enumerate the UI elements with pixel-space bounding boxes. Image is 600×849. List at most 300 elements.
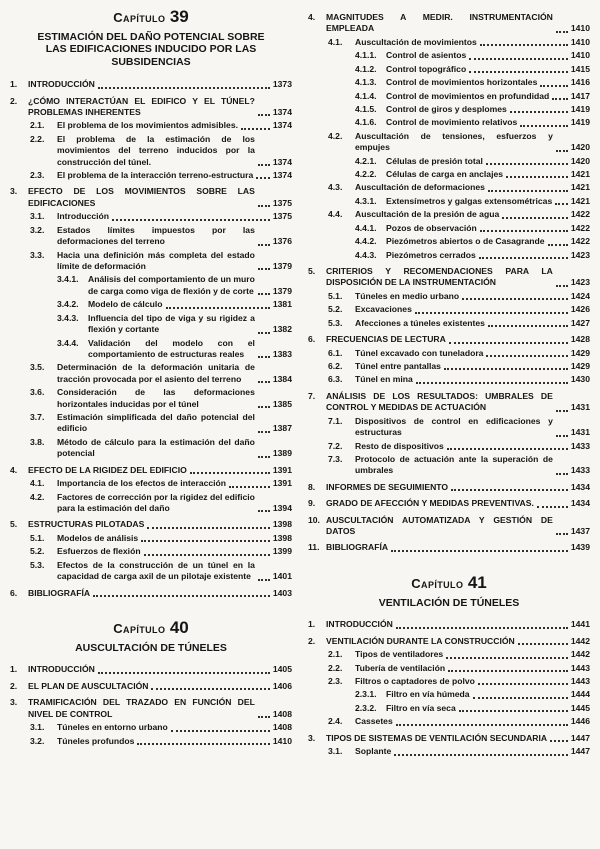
entry-number: 5.2. [328, 304, 343, 315]
dot-leader [258, 205, 270, 207]
chapter-number: 41 [467, 572, 487, 592]
toc-entry [10, 437, 292, 460]
toc-entry [308, 746, 590, 757]
entry-page: 1398 [272, 532, 292, 543]
entry-title: Consideración de las deformaciones horizontales inducidas por el túnel [57, 387, 255, 409]
entry-number: 4.4.3. [355, 249, 377, 260]
entry-page: 1375 [272, 211, 292, 222]
toc-entry [10, 170, 292, 181]
toc-entry [308, 182, 590, 193]
entry-page: 1374 [272, 106, 292, 117]
dot-leader [488, 190, 568, 192]
entry-title: TIPOS DE SISTEMAS DE VENTILACIÓN SECUNDARIA [326, 732, 548, 743]
dot-leader [258, 293, 270, 295]
entry-page: 1408 [272, 722, 292, 733]
toc-entry [308, 348, 590, 359]
entry-title: Filtro en vía húmeda [386, 689, 470, 700]
entry-page: 1433 [570, 440, 590, 451]
dot-leader [258, 356, 270, 358]
entry-title: Control topográfico [386, 63, 467, 74]
entry-title: Modelos de análisis [57, 532, 139, 543]
toc-entry [10, 736, 292, 747]
entry-number: 5.3. [328, 317, 343, 328]
toc-entry [308, 391, 590, 414]
toc-entry [10, 225, 292, 248]
entry-title: El problema de la interacción terreno-estructura [57, 170, 254, 181]
entry-title: Células de presión total [386, 155, 483, 166]
entry-title: Estimación simplificada del daño potencial del edificio [57, 412, 255, 434]
dot-leader [98, 87, 270, 89]
entry-page: 1422 [570, 236, 590, 247]
dot-leader [540, 85, 568, 87]
entry-title: Protocolo de actuación ante la superación de umbrales [355, 453, 553, 476]
entry-title: INTRODUCCIÓN [326, 619, 393, 630]
entry-number: 3.5. [30, 362, 45, 373]
dot-leader [556, 533, 568, 535]
toc-entry [10, 120, 292, 131]
dot-leader [151, 688, 269, 690]
entry-title: Control de giros y desplomes [386, 103, 507, 114]
toc-entry [10, 79, 292, 90]
entry-number: 2.4. [328, 716, 343, 727]
toc-entry [10, 533, 292, 544]
dot-leader [459, 710, 568, 712]
entry-page: 1447 [570, 746, 590, 757]
dot-leader [488, 325, 568, 327]
entry-number: 7.3. [328, 453, 343, 464]
chapter-label [14, 8, 288, 27]
toc-entry [308, 117, 590, 128]
entry-number: 2.2. [30, 133, 45, 144]
toc-entry [10, 211, 292, 222]
entry-number: 7. [308, 390, 316, 401]
entry-page: 1423 [570, 277, 590, 288]
entry-number: 4.4.2. [355, 236, 377, 247]
toc-entry [308, 374, 590, 385]
entry-page: 1374 [272, 120, 292, 131]
dot-leader [520, 125, 568, 127]
dot-leader [537, 506, 568, 508]
toc-entry [308, 454, 590, 477]
toc-entry [308, 37, 590, 48]
entry-page: 1405 [272, 664, 292, 675]
toc-entry [308, 515, 590, 538]
entry-page: 1443 [570, 676, 590, 687]
entry-page: 1420 [570, 155, 590, 166]
entry-number: 2.3.1. [355, 689, 377, 700]
dot-leader [258, 268, 270, 270]
dot-leader [258, 716, 270, 718]
entry-title: INTRODUCCIÓN [28, 79, 95, 90]
entry-title: Tipos de ventiladores [355, 649, 444, 660]
entry-title: Auscultación de deformaciones [355, 182, 485, 193]
dot-leader [396, 627, 568, 629]
toc-entry [10, 96, 292, 119]
entry-number: 4.4. [328, 209, 343, 220]
entry-title: Piezómetros abiertos o de Casagrande [386, 236, 545, 247]
entry-page: 1394 [272, 503, 292, 513]
toc-entry [10, 134, 292, 168]
toc-entry [308, 104, 590, 115]
dot-leader [98, 672, 270, 674]
entry-number: 3.7. [30, 412, 45, 423]
entry-page: 1376 [272, 236, 292, 247]
entry-number: 2.1. [328, 649, 343, 660]
entry-number: 3.4.2. [57, 299, 79, 310]
entry-page: 1375 [272, 197, 292, 208]
dot-leader [486, 163, 568, 165]
entry-page: 1431 [570, 427, 590, 438]
toc-entry [308, 156, 590, 167]
toc-entry [308, 482, 590, 493]
entry-number: 4.2. [30, 491, 45, 502]
entry-title: Esfuerzos de flexión [57, 546, 141, 557]
entry-number: 5. [10, 519, 18, 530]
entry-title: Modelo de cálculo [88, 299, 163, 310]
entry-page: 1429 [570, 360, 590, 371]
dot-leader [462, 298, 568, 300]
entry-page: 1433 [570, 465, 590, 476]
entry-title: FRECUENCIAS DE LECTURA [326, 334, 446, 345]
dot-leader [190, 472, 270, 474]
entry-title: Piezómetros cerrados [386, 249, 476, 260]
dot-leader [258, 244, 270, 246]
toc-entry [10, 664, 292, 675]
toc-entry [10, 546, 292, 557]
entry-number: 4.3.1. [355, 195, 377, 206]
entry-title: Hacia una definición más completa del estado límite de deformación [57, 249, 255, 271]
entry-number: 4. [10, 464, 18, 475]
entry-number: 5.1. [30, 532, 45, 543]
entry-page: 1399 [272, 546, 292, 557]
toc-entry [308, 291, 590, 302]
entry-title: Pozos de observación [386, 222, 477, 233]
entry-number: 3.6. [30, 387, 45, 398]
entry-page: 1439 [570, 542, 590, 553]
toc-entry [308, 266, 590, 289]
entry-title: EFECTO DE LA RIGIDEZ DEL EDIFICIO [28, 464, 187, 475]
toc-entry [308, 223, 590, 234]
entry-page: 1406 [272, 680, 292, 691]
dot-leader [556, 285, 568, 287]
entry-page: 1421 [570, 195, 590, 206]
entry-page: 1431 [570, 402, 590, 413]
entry-page: 1410 [570, 23, 590, 34]
entry-page: 1384 [272, 373, 292, 384]
entry-page: 1419 [570, 103, 590, 114]
toc-entry [308, 441, 590, 452]
toc-entry [308, 542, 590, 553]
entry-page: 1434 [570, 498, 590, 509]
entry-page: 1447 [570, 732, 590, 743]
dot-leader [93, 595, 270, 597]
dot-leader [166, 307, 270, 309]
entry-number: 6. [308, 334, 316, 345]
toc-entry [10, 387, 292, 410]
entry-page: 1416 [570, 77, 590, 88]
entry-title: Control de movimiento relativos [386, 117, 518, 128]
entry-title: Introducción [57, 211, 110, 222]
toc-entry [308, 77, 590, 88]
entry-title: Control de movimientos horizontales [386, 77, 538, 88]
entry-title: El problema de los movimientos admisibles. [57, 120, 238, 131]
toc-entry [308, 361, 590, 372]
entry-number: 6.3. [328, 374, 343, 385]
dot-leader [469, 58, 568, 60]
entry-number: 4.2.1. [355, 155, 377, 166]
entry-title: Auscultación de la presión de agua [355, 209, 500, 220]
entry-number: 6. [10, 587, 18, 598]
dot-leader [394, 754, 568, 756]
entry-number: 3. [308, 732, 316, 743]
entry-number: 4.1.1. [355, 50, 377, 61]
dot-leader [258, 579, 270, 581]
chapter-word: Capítulo [113, 620, 166, 636]
entry-title: Cassetes [355, 716, 393, 727]
dot-leader [147, 527, 270, 529]
toc-entry [10, 362, 292, 385]
entry-page: 1420 [570, 142, 590, 153]
entry-title: Determinación de la deformación unitaria de tracción provocada por el asiento del terreno [57, 362, 255, 384]
toc-entry [10, 492, 292, 515]
toc-entry [308, 236, 590, 247]
dot-leader [556, 150, 568, 152]
entry-title: Afecciones a túneles existentes [355, 317, 485, 328]
entry-number: 5.3. [30, 559, 45, 570]
dot-leader [144, 554, 270, 556]
entry-number: 3.1. [30, 211, 45, 222]
toc-entry [10, 681, 292, 692]
entry-number: 10. [308, 514, 320, 525]
toc-entry [308, 318, 590, 329]
dot-leader [449, 342, 568, 344]
entry-number: 3.3. [30, 249, 45, 260]
entry-page: 1374 [272, 170, 292, 181]
entry-number: 2.3. [30, 170, 45, 181]
entry-number: 7.1. [328, 415, 343, 426]
toc-entry [308, 304, 590, 315]
dot-leader [416, 382, 568, 384]
entry-title: AUSCULTACIÓN AUTOMATIZADA Y GESTIÓN DE DATOS [326, 514, 553, 537]
toc-entry [10, 465, 292, 476]
toc-entry [308, 676, 590, 687]
entry-page: 1387 [272, 423, 292, 434]
entry-page: 1373 [272, 79, 292, 90]
entry-title: BIBLIOGRAFÍA [28, 587, 91, 598]
chapter-number: 40 [169, 617, 189, 637]
entry-title: BIBLIOGRAFÍA [326, 542, 389, 553]
entry-title: ¿CÓMO INTERACTÚAN EL EDIFICO Y EL TÚNEL? PROBLEMAS INHERENTES [28, 95, 255, 117]
entry-number: 3.1. [30, 722, 45, 733]
entry-page: 1419 [570, 117, 590, 128]
entry-number: 4.1.2. [355, 63, 377, 74]
entry-title: Filtros o captadores de polvo [355, 676, 475, 687]
chapter-word: Capítulo [411, 575, 464, 591]
entry-number: 2.3. [328, 676, 343, 687]
entry-title: Importancia de los efectos de interacción [57, 478, 227, 489]
dot-leader [258, 456, 270, 458]
entry-title: ESTRUCTURAS PILOTADAS [28, 519, 145, 530]
entry-number: 4. [308, 12, 316, 22]
toc-entry [308, 663, 590, 674]
dot-leader [478, 683, 568, 685]
dot-leader [469, 71, 568, 73]
dot-leader [396, 724, 568, 726]
toc-entry [308, 703, 590, 714]
entry-title: Túneles en entorno urbano [57, 722, 168, 733]
entry-number: 3.8. [30, 436, 45, 447]
entry-title: Control de movimientos en profundidad [386, 90, 550, 101]
entry-number: 4.1.4. [355, 90, 377, 101]
chapter-label [312, 574, 586, 593]
entry-number: 4.1. [328, 36, 343, 47]
entry-page: 1430 [570, 374, 590, 385]
toc-entry [10, 519, 292, 530]
toc-entry [10, 697, 292, 720]
entry-title: ANÁLISIS DE LOS RESULTADOS: UMBRALES DE CONTROL Y MEDIDAS DE ACTUACIÓN [326, 390, 553, 413]
toc-entry [308, 169, 590, 180]
chapter-label [14, 619, 288, 638]
entry-page: 1426 [570, 304, 590, 315]
entry-title: Túneles profundos [57, 735, 135, 746]
dot-leader [258, 431, 270, 433]
entry-title: Factores de corrección por la rigidez del edificio para la estimación del daño [57, 491, 255, 513]
entry-page: 1441 [570, 619, 590, 630]
toc-entry [308, 91, 590, 102]
entry-number: 1. [308, 619, 316, 630]
entry-number: 2. [10, 680, 18, 691]
entry-page: 1428 [570, 334, 590, 345]
entry-title: Auscultación de movimientos [355, 36, 477, 47]
toc-entry [308, 209, 590, 220]
entry-number: 4.4.1. [355, 222, 377, 233]
entry-number: 5. [308, 266, 316, 277]
entry-title: EL PLAN DE AUSCULTACIÓN [28, 680, 149, 691]
entry-number: 3.4.4. [57, 337, 79, 348]
entry-page: 1389 [272, 448, 292, 459]
dot-leader [171, 730, 270, 732]
dot-leader [556, 435, 568, 437]
dot-leader [555, 203, 568, 205]
toc-column-left [10, 7, 292, 843]
entry-page: 1401 [272, 571, 292, 582]
entry-number: 8. [308, 481, 316, 492]
chapter-title: ESTIMACIÓN DEL DAÑO POTENCIAL SOBRE LAS EDIFICACIONES INDUCIDO POR LAS SUBSIDENCIAS [37, 30, 265, 69]
entry-title: Células de carga en anclajes [386, 169, 504, 180]
entry-page: 1442 [570, 649, 590, 660]
dot-leader [480, 230, 568, 232]
entry-number: 3.2. [30, 735, 45, 746]
toc-entry [10, 250, 292, 273]
entry-number: 3.4.3. [57, 312, 79, 323]
entry-title: EFECTO DE LOS MOVIMIENTOS SOBRE LAS EDIFICACIONES [28, 186, 255, 208]
entry-number: 4.2.2. [355, 169, 377, 180]
toc-entry [10, 313, 292, 336]
dot-leader [480, 44, 568, 46]
entry-title: Túnel entre pantallas [355, 360, 441, 371]
entry-page: 1408 [272, 708, 292, 719]
dot-leader [258, 164, 270, 166]
entry-title: Túnel en mina [355, 374, 413, 385]
dot-leader [258, 332, 270, 334]
entry-title: TRAMIFICACIÓN DEL TRAZADO EN FUNCIÓN DEL NIVEL DE CONTROL [28, 697, 255, 719]
entry-page: 1421 [570, 182, 590, 193]
entry-page: 1444 [570, 689, 590, 700]
dot-leader [510, 111, 568, 113]
entry-number: 2.1. [30, 120, 45, 131]
toc-entry [308, 498, 590, 509]
entry-page: 1417 [570, 90, 590, 101]
entry-number: 11. [308, 542, 320, 553]
entry-number: 4.2. [328, 130, 343, 141]
chapter-heading [14, 8, 288, 69]
dot-leader [415, 312, 568, 314]
entry-title: Estados límites impuestos por las deformaciones del terreno [57, 224, 255, 247]
dot-leader [447, 448, 568, 450]
entry-number: 5.2. [30, 546, 45, 557]
toc-entry [10, 186, 292, 209]
dot-leader [256, 177, 270, 179]
entry-title: Filtro en vía seca [386, 702, 456, 713]
entry-number: 2. [10, 95, 18, 106]
dot-leader [550, 740, 568, 742]
entry-number: 6.1. [328, 347, 343, 358]
toc-entry [10, 274, 292, 297]
dot-leader [486, 355, 567, 357]
entry-title: Túnel excavado con tuneladora [355, 347, 484, 358]
toc-entry [308, 619, 590, 630]
entry-number: 1. [10, 664, 18, 675]
entry-title: Método de cálculo para la estimación del daño potencial [57, 436, 255, 459]
toc-entry [308, 131, 590, 154]
entry-title: Dispositivos de control en edificaciones y estructuras [355, 415, 553, 438]
dot-leader [141, 540, 270, 542]
entry-page: 1443 [570, 662, 590, 673]
toc-entry [308, 64, 590, 75]
entry-number: 9. [308, 498, 316, 509]
entry-page: 1437 [570, 526, 590, 537]
entry-title: INTRODUCCIÓN [28, 664, 95, 675]
dot-leader [556, 473, 568, 475]
entry-number: 2.2. [328, 662, 343, 673]
dot-leader [258, 381, 270, 383]
entry-page: 1391 [272, 464, 292, 475]
entry-page: 1427 [570, 317, 590, 328]
entry-number: 1. [10, 79, 18, 90]
entry-number: 3. [10, 186, 18, 197]
dot-leader [451, 489, 568, 491]
entry-title: CRITERIOS Y RECOMENDACIONES PARA LA DISPOSICIÓN DE LA INSTRUMENTACIÓN [326, 266, 553, 288]
dot-leader [258, 510, 270, 512]
dot-leader [258, 406, 270, 408]
entry-number: 7.2. [328, 440, 343, 451]
dot-leader [556, 410, 568, 412]
toc-entry [10, 299, 292, 310]
entry-number: 2.3.2. [355, 702, 377, 713]
toc-entry [308, 716, 590, 727]
entry-page: 1424 [570, 290, 590, 301]
dot-leader [518, 643, 568, 645]
dot-leader [112, 219, 270, 221]
entry-page: 1398 [272, 519, 292, 530]
entry-title: Tubería de ventilación [355, 662, 446, 673]
entry-title: MAGNITUDES A MEDIR. INSTRUMENTACIÓN EMPLEADA [326, 12, 553, 34]
toc-entry [10, 412, 292, 435]
toc-entry [10, 338, 292, 361]
chapter-number: 39 [169, 7, 189, 26]
toc-entry [308, 334, 590, 345]
toc-entry [308, 733, 590, 744]
